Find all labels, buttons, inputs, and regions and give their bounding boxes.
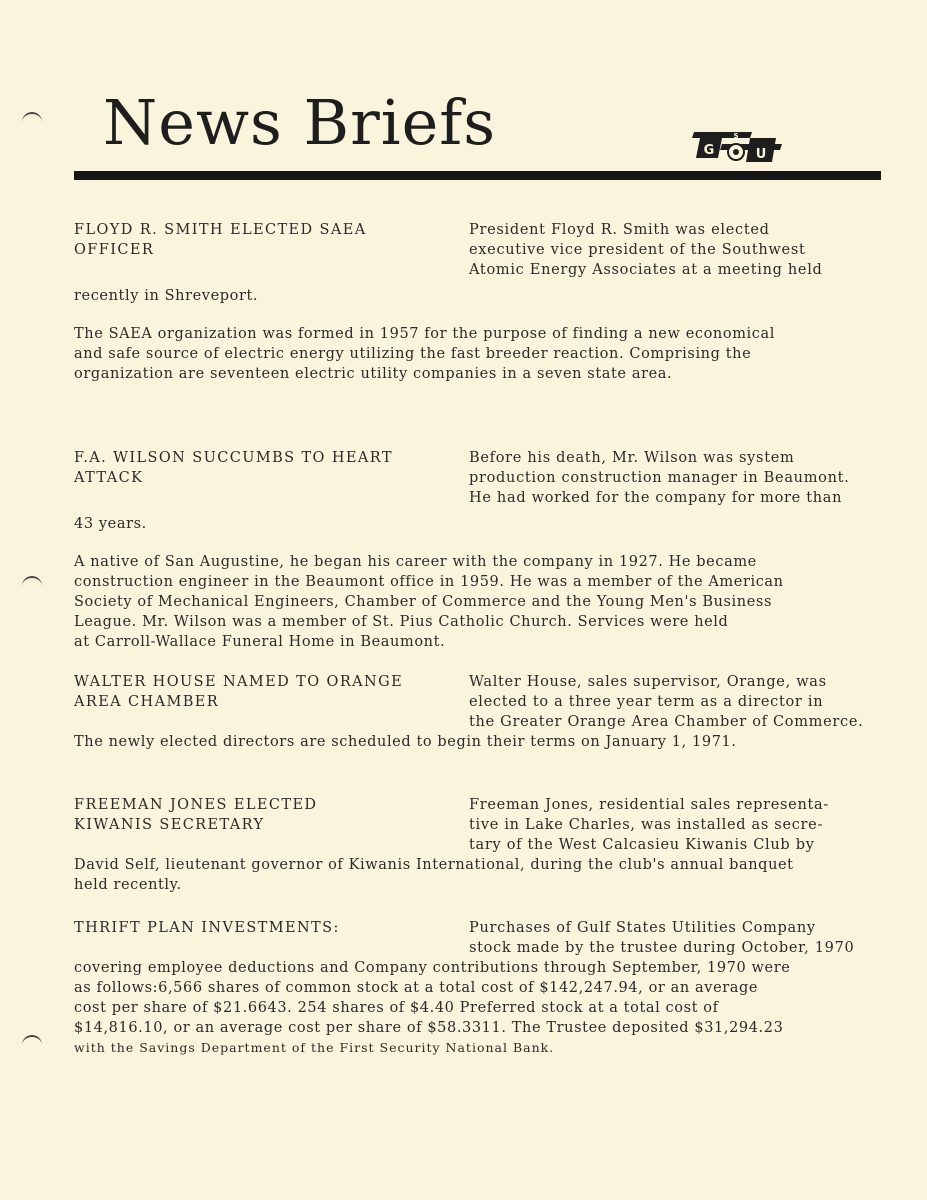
article-lead: Freeman Jones, residential sales representa- tive in Lake Charles, was installed as secre- tary of the West Calcasieu Kiwanis Club by <box>469 797 829 853</box>
article-paragraph: A native of San Augustine, he began his career with the company in 1927. He became construction engineer in the Beaumont office in 1959. He was a member of the American Society of Mechanical Engineers, Chamber of Commerce and the Young Men's Business League. Mr. Wilson was a member of St. Pius Catholic Church. Services were held at Carroll-Wallace Funeral Home in Beaumont. <box>74 554 784 650</box>
article-wilson <box>74 448 924 652</box>
punch-hole-top <box>22 112 42 124</box>
article-headline: F.A. WILSON SUCCUMBS TO HEART ATTACK <box>74 450 393 486</box>
logo-letter-u: U <box>755 147 767 162</box>
article-paragraph: The SAEA organization was formed in 1957 for the purpose of finding a new economical and safe source of electric energy utilizing the fast breeder reaction. Comprising the organization are seventeen electric utility companies in a seven state area. <box>74 326 775 382</box>
article-body: recently in Shreveport. <box>74 288 259 304</box>
masthead-rule <box>74 171 881 180</box>
punch-hole-middle <box>22 576 42 588</box>
article-jones <box>74 795 924 895</box>
article-body: covering employee deductions and Company contributions through September, 1970 were as follows:6,566 shares of common stock at a total cost of $142,247.94, or an average cost per share of $21.6643. 254 shares of $4.40 Preferred stock at a total cost of $14,816.10, or an average cost per share of $58.3311. The Trustee deposited $31,294.23 with the Savings Department of the First Security National Bank. <box>74 958 924 1058</box>
masthead-title: News Briefs <box>103 86 497 159</box>
article-headline: THRIFT PLAN INVESTMENTS: <box>74 920 340 936</box>
article-headline: WALTER HOUSE NAMED TO ORANGE AREA CHAMBER <box>74 674 404 710</box>
article-lead: President Floyd R. Smith was elected executive vice president of the Southwest Atomic Energy Associates at a meeting held <box>469 222 823 278</box>
article-thrift-plan <box>74 918 924 1058</box>
article-headline: FLOYD R. SMITH ELECTED SAEA OFFICER <box>74 222 367 258</box>
article-final-line: with the Savings Department of the First Security National Bank. <box>74 1040 555 1055</box>
article-house <box>74 672 924 752</box>
article-lead: Purchases of Gulf States Utilities Company stock made by the trustee during October, 1970 <box>469 920 855 956</box>
article-body: David Self, lieutenant governor of Kiwanis International, during the club's annual banquet held recently. <box>74 857 794 893</box>
logo-letter-g: G <box>703 143 715 158</box>
article-lead: Walter House, sales supervisor, Orange, was elected to a three year term as a director in the Greater Orange Area Chamber of Commerce. <box>469 674 864 730</box>
punch-hole-bottom <box>22 1035 42 1047</box>
logo-letter-s: S <box>733 132 739 140</box>
article-body: The newly elected directors are scheduled to begin their terms on January 1, 1971. <box>74 734 737 750</box>
article-saea <box>74 220 924 384</box>
article-lead: Before his death, Mr. Wilson was system production construction manager in Beaumont. He had worked for the company for more than <box>469 450 850 506</box>
gsu-logo-icon <box>692 124 784 166</box>
article-headline: FREEMAN JONES ELECTED KIWANIS SECRETARY <box>74 797 318 833</box>
article-body: 43 years. <box>74 516 147 532</box>
